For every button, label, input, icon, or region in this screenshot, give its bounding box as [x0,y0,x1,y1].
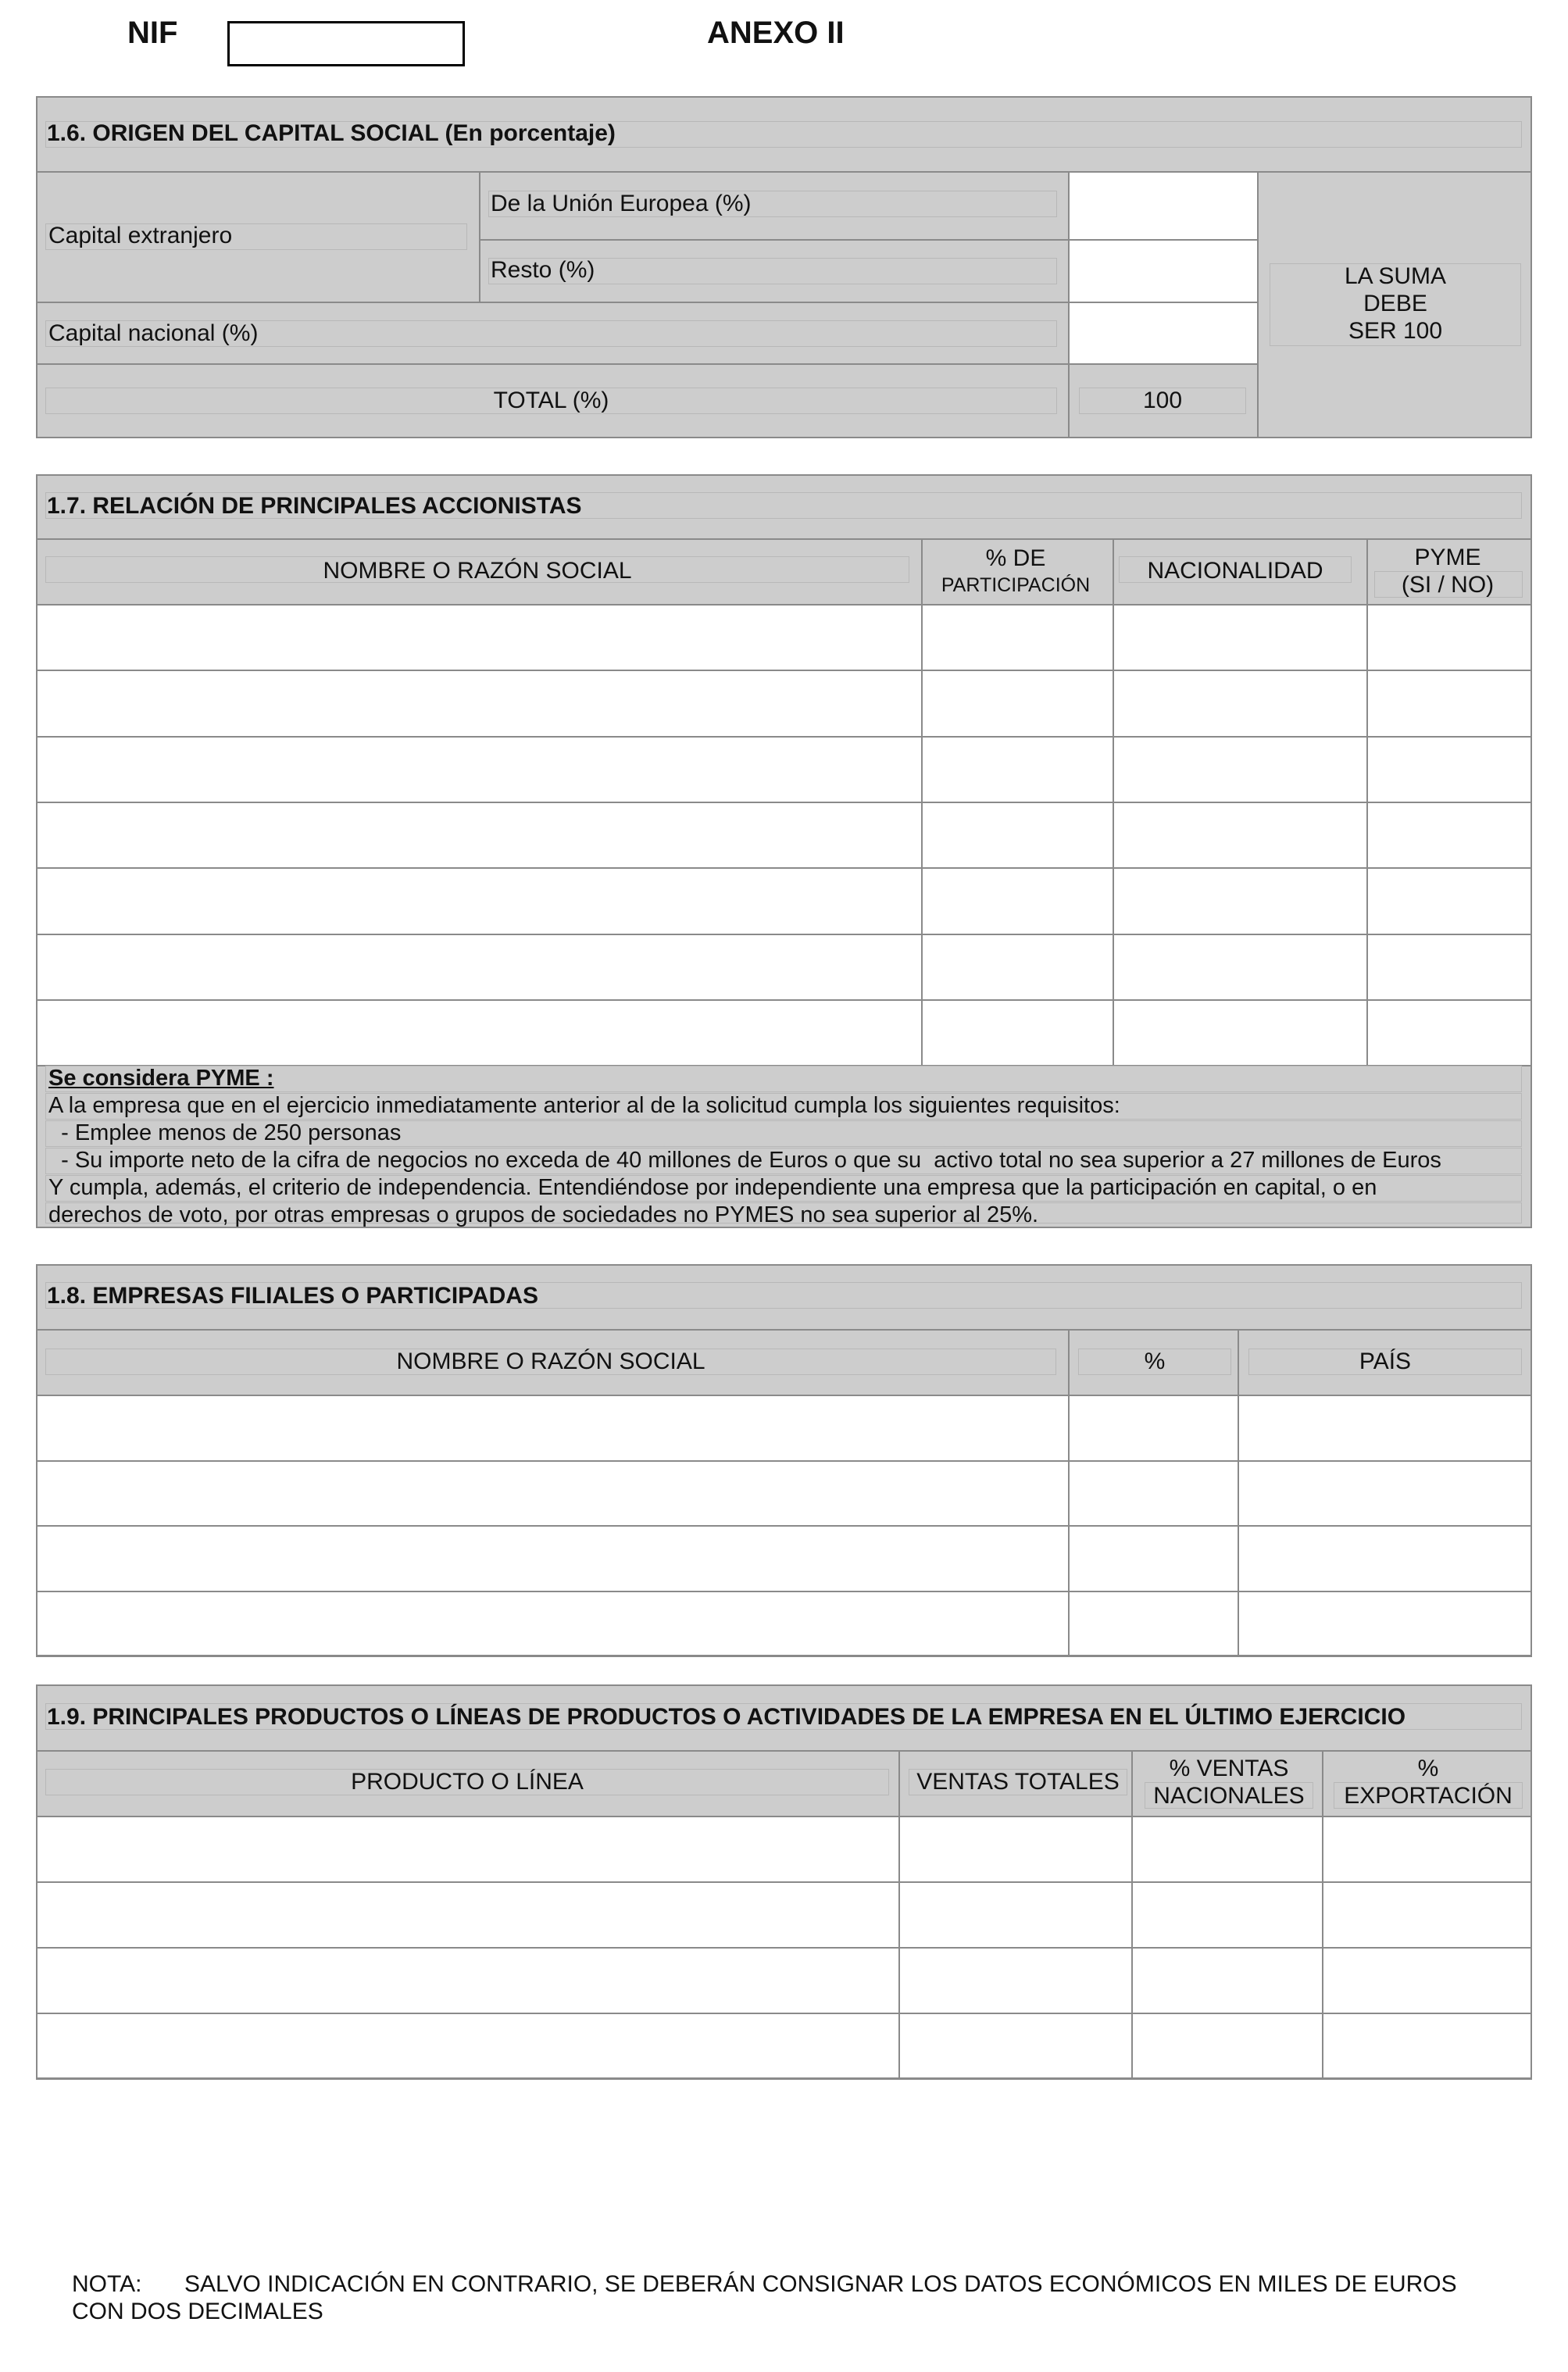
col-subsidiary-country: PAÍS [1359,1349,1412,1374]
col-subsidiary-pct: % [1144,1349,1166,1374]
nif-field[interactable] [227,21,465,66]
col-pyme-2: (SI / NO) [1401,572,1495,598]
sum-note-line-1: LA SUMA [1344,263,1447,289]
annex-title: ANEXO II [707,16,845,50]
sum-note-line-3: SER 100 [1348,318,1443,344]
nota-line-1: SALVO INDICACIÓN EN CONTRARIO, SE DEBERÁN CONSIGNAR LOS DATOS ECONÓMICOS EN MILES DE EUROS [184,2271,1457,2297]
pyme-definition-line-2: - Emplee menos de 250 personas [48,1120,402,1145]
nota-label: NOTA: [72,2271,142,2297]
col-subsidiary-name: NOMBRE O RAZÓN SOCIAL [396,1349,705,1374]
capital-ue-label: De la Unión Europea (%) [491,191,752,216]
total-value: 100 [1142,388,1183,413]
col-export-2: EXPORTACIÓN [1344,1783,1513,1809]
pyme-definition-line-1: A la empresa que en el ejercicio inmediatamente anterior al de la solicitud cumpla los siguientes requisitos: [48,1093,1120,1118]
col-product: PRODUCTO O LÍNEA [351,1769,584,1795]
nif-label: NIF [127,16,178,50]
sum-note-line-2: DEBE [1363,291,1427,316]
col-domestic-sales-2: NACIONALES [1153,1783,1305,1809]
capital-resto-label: Resto (%) [491,257,595,283]
section-1-7-title: 1.7. RELACIÓN DE PRINCIPALES ACCIONISTAS [47,493,582,519]
col-shareholder-name: NOMBRE O RAZÓN SOCIAL [323,558,632,584]
col-participation-2: PARTICIPACIÓN [941,574,1091,596]
pyme-definition-line-3: - Su importe neto de la cifra de negocios no exceda de 40 millones de Euros o que su activo total no sea superior a 27 millones de Euros [48,1148,1441,1173]
col-export-1: % [1417,1756,1439,1781]
section-1-8-title: 1.8. EMPRESAS FILIALES O PARTICIPADAS [47,1283,538,1309]
col-domestic-sales-1: % VENTAS [1169,1756,1289,1781]
capital-extranjero-label: Capital extranjero [48,223,233,248]
pyme-definition-line-5: derechos de voto, por otras empresas o grupos de sociedades no PYMES no sea superior al 25%. [48,1202,1039,1227]
total-label: TOTAL (%) [493,388,609,413]
nif-input[interactable] [230,23,463,64]
pyme-definition-line-4: Y cumpla, además, el criterio de independencia. Entendiéndose por independiente una empresa que la participación en capital, o en [48,1175,1377,1200]
nota-line-2: CON DOS DECIMALES [72,2299,323,2324]
pyme-definition-heading: Se considera PYME : [48,1066,274,1091]
capital-nacional-label: Capital nacional (%) [48,320,259,346]
col-participation-1: % DE [985,545,1046,571]
col-pyme-1: PYME [1414,545,1481,570]
col-nationality: NACIONALIDAD [1147,558,1323,584]
col-total-sales: VENTAS TOTALES [916,1769,1120,1795]
section-1-9-title: 1.9. PRINCIPALES PRODUCTOS O LÍNEAS DE PRODUCTOS O ACTIVIDADES DE LA EMPRESA EN EL ÚLTIMO EJERCICIO [47,1704,1406,1730]
section-1-6-title: 1.6. ORIGEN DEL CAPITAL SOCIAL (En porcentaje) [47,120,616,146]
